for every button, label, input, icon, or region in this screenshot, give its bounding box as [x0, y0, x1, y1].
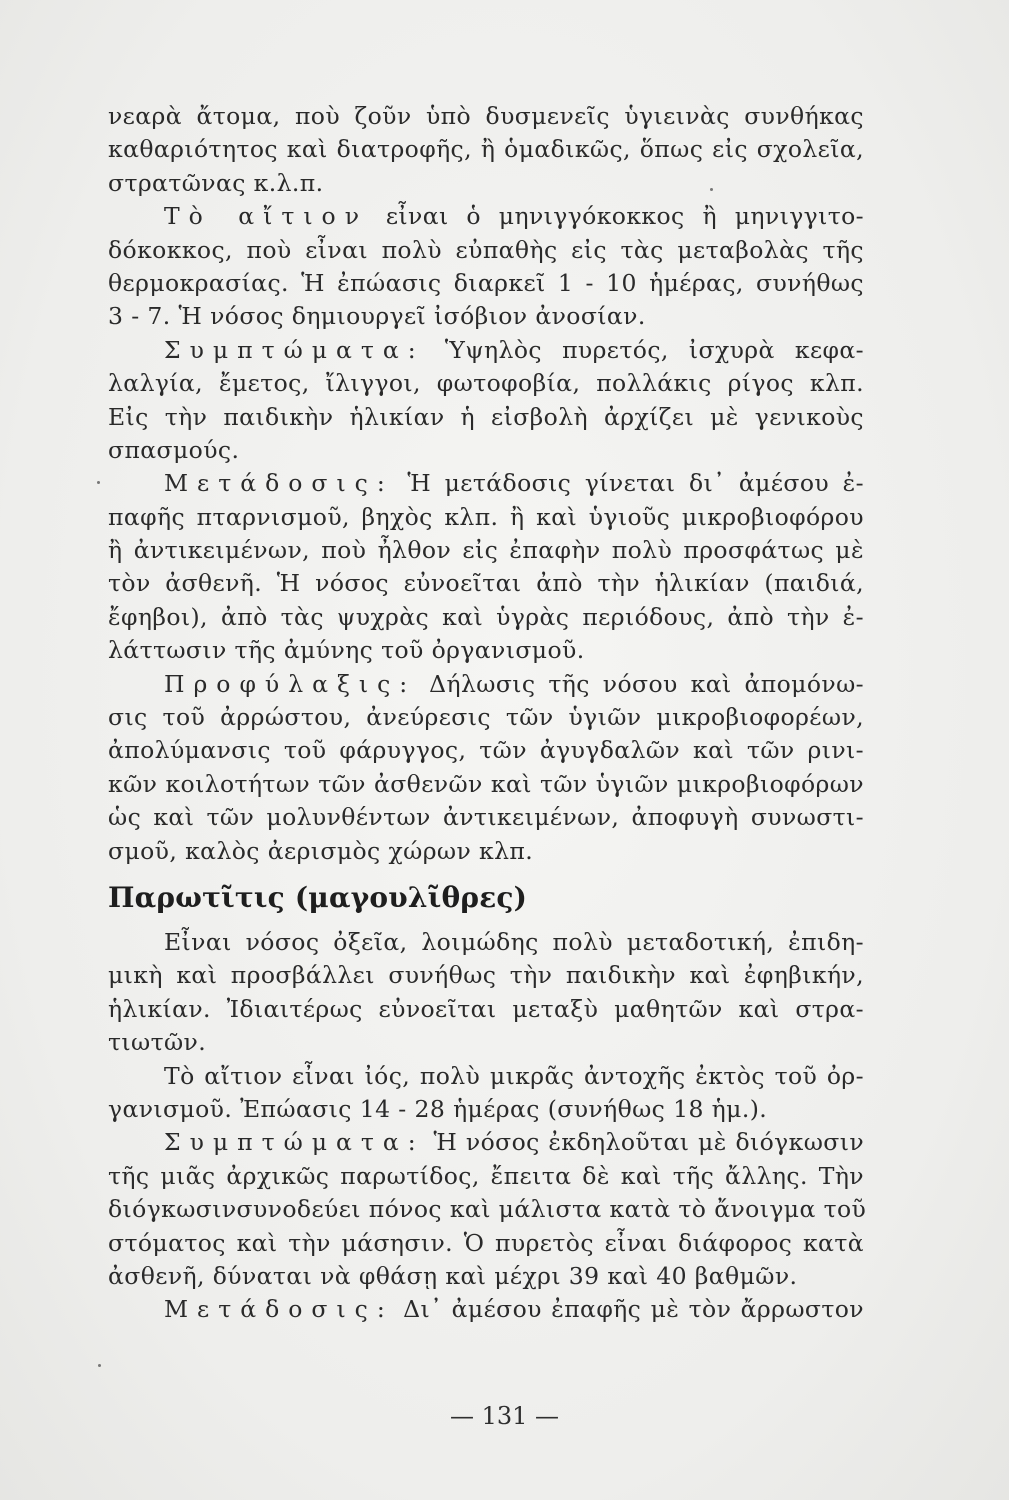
paragraph-transmission: [108, 467, 864, 667]
text-line: [108, 1126, 864, 1159]
text-line: ἢ ἀντικειμένων, ποὺ ἦλθον εἰς ἐπαφὴν πολὺ προσφάτως μὲ: [108, 536, 864, 565]
text-line: [108, 1293, 864, 1326]
spaced-label: Συμπτώματα:: [164, 335, 425, 364]
text-line: σις τοῦ ἀρρώστου, ἀνεύρεσις τῶν ὑγιῶν μικροβιοφορέων,: [108, 703, 864, 732]
spaced-label: Προφύλαξις:: [164, 669, 417, 698]
text-line: ἀσθενῆ, δύναται νὰ φθάσῃ καὶ μέχρι 39 καὶ 40 βαθμῶν.: [108, 1261, 798, 1290]
paragraph: [108, 100, 864, 200]
text-span: Δι᾽ ἀμέσου ἐπαφῆς μὲ τὸν ἄρρωστον: [403, 1295, 864, 1324]
text-line: Τὸ αἴτιον εἶναι ἰός, πολὺ μικρᾶς ἀντοχῆς ἐκτὸς τοῦ ὀρ-: [164, 1061, 864, 1090]
text-line: μικὴ καὶ προσβάλλει συνήθως τὴν παιδικὴν καὶ ἐφηβικήν,: [108, 961, 864, 990]
text-line: τὸν ἀσθενῆ. Ἡ νόσος εὐνοεῖται ἀπὸ τὴν ἡλικίαν (παιδιά,: [108, 569, 864, 598]
text-line: λάττωσιν τῆς ἀμύνης τοῦ ὀργανισμοῦ.: [108, 636, 585, 665]
text-line: δόκοκκος, ποὺ εἶναι πολὺ εὐπαθὴς εἰς τὰς μεταβολὰς τῆς: [108, 235, 864, 264]
spaced-label: Μετάδοσις:: [164, 1295, 394, 1324]
text-line: Εἶναι νόσος ὀξεῖα, λοιμώδης πολὺ μεταδοτική, ἐπιδη-: [164, 927, 864, 956]
text-line: ἔφηβοι), ἀπὸ τὰς ψυχρὰς καὶ ὑγρὰς περιόδους, ἀπὸ τὴν ἐ-: [108, 602, 864, 631]
text-line: ἀπολύμανσις τοῦ φάρυγγος, τῶν ἀγυγδαλῶν καὶ τῶν ρινι-: [108, 736, 864, 765]
spaced-label: Συμπτώματα:: [164, 1128, 425, 1157]
text-line: [108, 200, 864, 233]
paragraph-cause: [108, 200, 864, 334]
speck-mark: [98, 1364, 101, 1367]
section-heading: Παρωτῖτις (μαγουλῖθρες): [108, 880, 528, 914]
text-line: νεαρὰ ἄτομα, ποὺ ζοῦν ὑπὸ δυσμενεῖς ὑγιεινὰς συνθήκας: [108, 102, 864, 130]
text-line: στόματος καὶ τὴν μάσησιν. Ὁ πυρετὸς εἶναι διάφορος κατὰ: [108, 1228, 864, 1257]
text-line: σπασμούς.: [108, 435, 240, 464]
paragraph: [108, 1060, 864, 1127]
speck-mark: [97, 481, 100, 484]
page-number: — 131 —: [449, 1402, 560, 1430]
paragraph: [108, 926, 864, 1060]
speck-mark: [710, 188, 713, 191]
text-span: Ὑψηλὸς πυρετός, ἰσχυρὰ κεφα-: [444, 335, 864, 364]
text-line: [108, 467, 864, 500]
spaced-label: Τὸ αἴτιον: [164, 202, 368, 231]
text-span: Δήλωσις τῆς νόσου καὶ ἀπομόνω-: [429, 669, 864, 698]
text-line: παφῆς πταρνισμοῦ, βηχὸς κλπ. ἢ καὶ ὑγιοῦς μικροβιοφόρου: [108, 502, 864, 531]
text-column: [108, 100, 867, 1327]
text-line: τιωτῶν.: [108, 1028, 207, 1057]
text-span: Ἡ μετάδοσις γίνεται δι᾽ ἀμέσου ἐ-: [407, 469, 864, 498]
text-line: καθαριότητος καὶ διατροφῆς, ἢ ὁμαδικῶς, ὅπως εἰς σχολεῖα,: [108, 135, 864, 164]
text-line: γανισμοῦ. Ἐπώασις 14 - 28 ἡμέρας (συνήθως 18 ἡμ.).: [108, 1094, 768, 1123]
text-line: ὡς καὶ τῶν μολυνθέντων ἀντικειμένων, ἀποφυγὴ συνωστι-: [108, 803, 864, 832]
text-line: σμοῦ, καλὸς ἀερισμὸς χώρων κλπ.: [108, 836, 534, 865]
text-line: λαλγία, ἔμετος, ἴλιγγοι, φωτοφοβία, πολλάκις ρίγος κλπ.: [108, 369, 864, 398]
spaced-label: Μετάδοσις:: [164, 469, 394, 498]
text-span: Ἡ νόσος ἐκδηλοῦται μὲ διόγκωσιν: [433, 1128, 865, 1157]
text-line: [108, 668, 864, 701]
text-line: θερμοκρασίας. Ἡ ἐπώασις διαρκεῖ 1 - 10 ἡμέρας, συνήθως: [108, 268, 864, 297]
text-line: διόγκωσινσυνοδεύει πόνος καὶ μάλιστα κατὰ τὸ ἄνοιγμα τοῦ: [108, 1195, 867, 1224]
text-line: Εἰς τὴν παιδικὴν ἡλικίαν ἡ εἰσβολὴ ἀρχίζει μὲ γενικοὺς: [108, 402, 864, 431]
paragraph-transmission: [108, 1293, 864, 1326]
text-line: κῶν κοιλοτήτων τῶν ἀσθενῶν καὶ τῶν ὑγιῶν μικροβιοφόρων: [108, 769, 864, 798]
paragraph-symptoms: [108, 1126, 867, 1293]
text-span: εἶναι ὁ μηνιγγόκοκκος ἢ μηνιγγιτο-: [385, 202, 865, 231]
text-line: τῆς μιᾶς ἀρχικῶς παρωτίδος, ἔπειτα δὲ καὶ τῆς ἄλλης. Τὴν: [108, 1161, 864, 1190]
text-line: 3 - 7. Ἡ νόσος δημιουργεῖ ἰσόβιον ἀνοσίαν.: [108, 302, 646, 331]
text-line: [108, 334, 864, 367]
paragraph-prevention: [108, 668, 864, 868]
text-line: ἡλικίαν. Ἰδιαιτέρως εὐνοεῖται μεταξὺ μαθητῶν καὶ στρα-: [108, 994, 864, 1023]
paragraph-symptoms: [108, 334, 864, 468]
text-line: στρατῶνας κ.λ.π.: [108, 168, 324, 197]
